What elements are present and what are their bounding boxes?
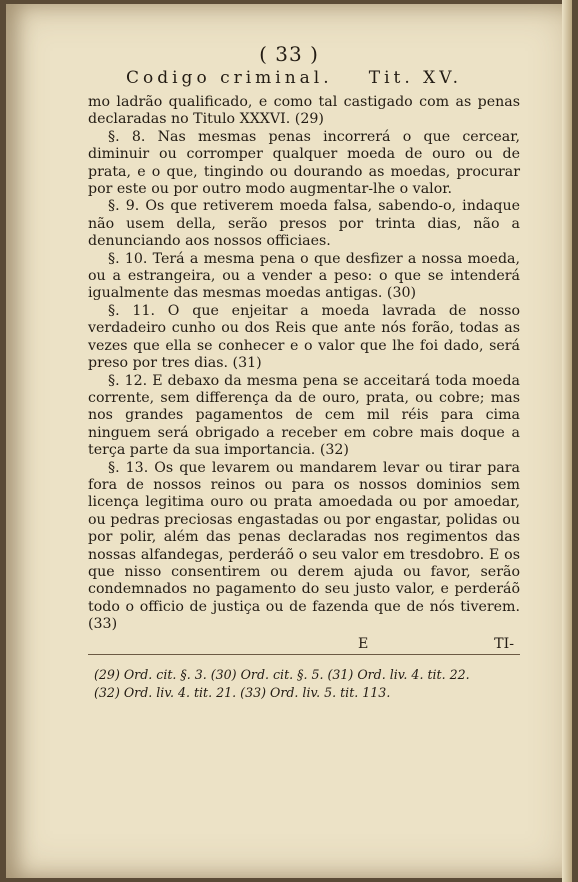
paragraph: §. 11. O que enjeitar a moeda lavrada de nosso verdadeiro cunho ou dos Reis que ante nós forão, todas as vezes que ella se conhecer e o valor que lhe foi dado, será preso por tres dias. (31) xyxy=(88,302,520,372)
running-head-section: Tit. XV. xyxy=(368,68,462,88)
book-page xyxy=(6,4,572,878)
catchword: TI- xyxy=(494,635,514,652)
paragraph: §. 13. Os que levarem ou mandarem levar ou tirar para fora de nossos reinos ou para os nossos dominios sem licença legitima ouro ou prata amoedada ou por amoedar, ou pedras preciosas engastadas ou por engastar, polidas ou por polir, além das penas declaradas nos regimentos das nossas alfandegas, perderáõ o seu valor em tresdobro. E os que nisso consentirem ou derem ajuda ou favor, serão condemnados no pagamento do seu justo valor, e perderáõ todo o officio de justiça ou de fazenda que de nós tiverem. (33) xyxy=(88,459,520,633)
page-number: ( 33 ) xyxy=(259,42,319,66)
page-edge xyxy=(562,0,572,882)
catchword-line xyxy=(88,636,520,653)
footnotes xyxy=(94,666,522,702)
footnote-rule xyxy=(88,654,520,655)
running-head xyxy=(126,68,462,88)
footnote-line: (32) Ord. liv. 4. tit. 21. (33) Ord. liv. 5. tit. 113. xyxy=(94,685,391,700)
paragraph: §. 8. Nas mesmas penas incorrerá o que cercear, diminuir ou corromper qualquer moeda de ouro ou de prata, e o que, tingindo ou dourando as moedas, procurar por este ou por outro modo augmentar-lhe o valor. xyxy=(88,128,520,198)
paragraph: §. 9. Os que retiverem moeda falsa, sabendo-o, indaque não usem della, serão presos por trinta dias, não a denunciando aos nossos officiaes. xyxy=(88,198,520,250)
paragraph: §. 10. Terá a mesma pena o que desfizer a nossa moeda, ou a estrangeira, ou a vender a peso: o que se intenderá igualmente das mesmas moedas antigas. (30) xyxy=(88,250,520,302)
body-text xyxy=(88,94,520,653)
footnote-line: (29) Ord. cit. §. 3. (30) Ord. cit. §. 5. (31) Ord. liv. 4. tit. 22. xyxy=(94,667,470,682)
paragraph: §. 12. E debaxo da mesma pena se acceitará toda moeda corrente, sem differença da de ouro, prata, ou cobre; mas nos grandes pagamentos de cem mil réis para cima ninguem será obrigado a receber em cobre mais doque a terça parte da sua importancia. (32) xyxy=(88,372,520,459)
paragraph: mo ladrão qualificado, e como tal castigado com as penas declaradas no Titulo XXXVI. (29) xyxy=(88,94,520,128)
running-head-title: Codigo criminal. xyxy=(126,68,333,88)
signature-mark: E xyxy=(358,635,369,652)
